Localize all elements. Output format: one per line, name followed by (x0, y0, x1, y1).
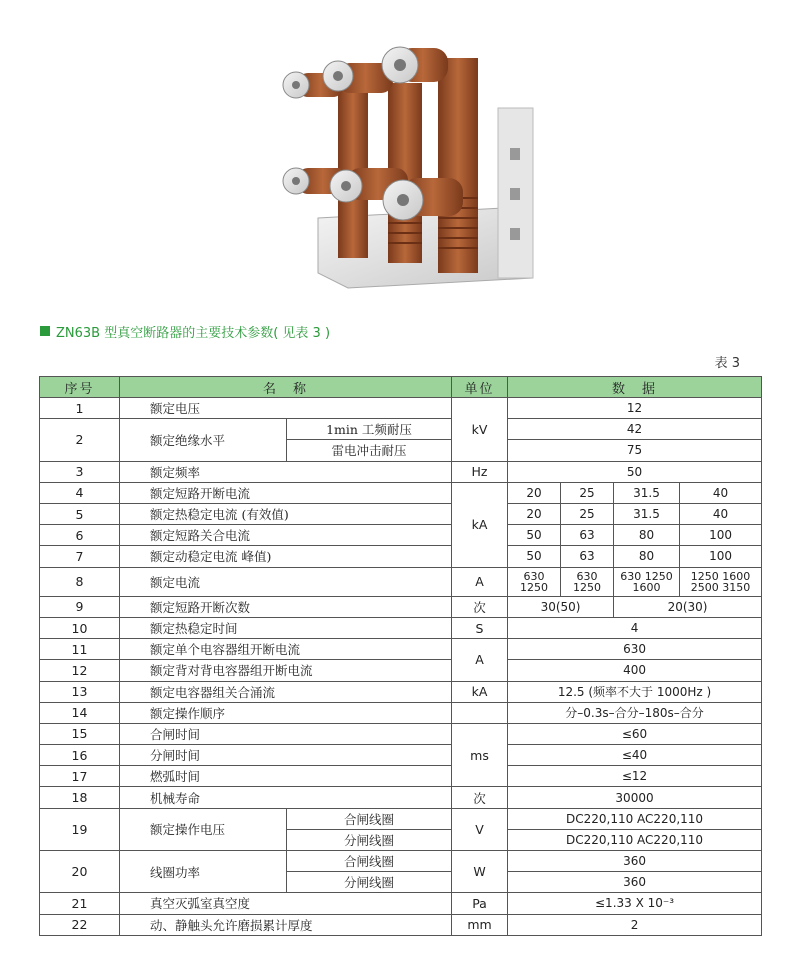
table-row (40, 567, 762, 596)
row-unit: mm (452, 914, 508, 935)
row-value: 2 (508, 914, 762, 935)
row-value: 630 1250 1600 (614, 567, 680, 596)
row-unit: W (452, 851, 508, 893)
row-name: 额定电容器组关合涌流 (120, 681, 452, 702)
table-row (40, 851, 762, 872)
row-value: 400 (508, 660, 762, 681)
row-value: 42 (508, 419, 762, 440)
row-value: 50 (508, 525, 561, 546)
section-heading (40, 321, 330, 341)
table-label: 表 3 (714, 356, 740, 371)
row-value: 360 (508, 872, 762, 893)
row-unit: kA (452, 482, 508, 567)
row-value: 40 (680, 503, 762, 524)
row-name: 额定频率 (120, 461, 452, 482)
vacuum-breaker-product-image (268, 38, 536, 308)
row-name: 真空灭弧室真空度 (120, 893, 452, 914)
row-name: 额定操作电压 (120, 808, 287, 850)
row-name: 分闸时间 (120, 745, 452, 766)
row-number: 16 (40, 745, 120, 766)
row-name: 额定短路开断次数 (120, 596, 452, 617)
row-value: 25 (561, 482, 614, 503)
row-subname: 合闸线圈 (287, 851, 452, 872)
row-value: ≤60 (508, 723, 762, 744)
row-value: ≤1.33 X 10⁻³ (508, 893, 762, 914)
row-unit: Pa (452, 893, 508, 914)
row-subname: 雷电冲击耐压 (287, 440, 452, 461)
row-value: 63 (561, 525, 614, 546)
row-unit: A (452, 639, 508, 681)
row-unit: Hz (452, 461, 508, 482)
row-unit (452, 702, 508, 723)
row-name: 额定热稳定时间 (120, 617, 452, 638)
row-value: 1250 1600 2500 3150 (680, 567, 762, 596)
row-value: 分–0.3s–合分–180s–合分 (508, 702, 762, 723)
row-unit: 次 (452, 596, 508, 617)
row-number: 11 (40, 639, 120, 660)
row-name: 机械寿命 (120, 787, 452, 808)
row-subname: 分闸线圈 (287, 829, 452, 850)
table-row (40, 617, 762, 638)
row-number: 18 (40, 787, 120, 808)
row-subname: 合闸线圈 (287, 808, 452, 829)
header-data: 数 据 (508, 377, 762, 398)
row-value: ≤12 (508, 766, 762, 787)
row-value: 100 (680, 525, 762, 546)
row-number: 3 (40, 461, 120, 482)
row-value: ≤40 (508, 745, 762, 766)
row-number: 1 (40, 398, 120, 419)
row-value: 630 (508, 639, 762, 660)
table-row (40, 914, 762, 935)
row-name: 额定背对背电容器组开断电流 (120, 660, 452, 681)
row-name: 线圈功率 (120, 851, 287, 893)
row-name: 合闸时间 (120, 723, 452, 744)
row-number: 22 (40, 914, 120, 935)
row-value: 20 (508, 482, 561, 503)
header-unit: 单位 (452, 377, 508, 398)
row-unit: 次 (452, 787, 508, 808)
header-name: 名 称 (120, 377, 452, 398)
row-value: 80 (614, 525, 680, 546)
table-row (40, 461, 762, 482)
row-number: 7 (40, 546, 120, 567)
row-value: 80 (614, 546, 680, 567)
row-value: 12.5 (频率不大于 1000Hz ) (508, 681, 762, 702)
spec-table (39, 376, 762, 936)
row-unit: ms (452, 723, 508, 787)
row-value: 30000 (508, 787, 762, 808)
row-number: 5 (40, 503, 120, 524)
row-number: 13 (40, 681, 120, 702)
table-row (40, 745, 762, 766)
section-heading-text: ZN63B 型真空断路器的主要技术参数( 见表 3 ) (56, 325, 331, 341)
row-name: 额定操作顺序 (120, 702, 452, 723)
table-row (40, 398, 762, 419)
table-row (40, 787, 762, 808)
row-name: 额定热稳定电流 (有效值) (120, 503, 452, 524)
row-name: 额定动稳定电流 峰值) (120, 546, 452, 567)
row-number: 9 (40, 596, 120, 617)
row-value: 630 1250 (508, 567, 561, 596)
row-name: 燃弧时间 (120, 766, 452, 787)
row-value: 25 (561, 503, 614, 524)
row-value: 630 1250 (561, 567, 614, 596)
row-value: 12 (508, 398, 762, 419)
row-number: 2 (40, 419, 120, 461)
row-number: 19 (40, 808, 120, 850)
table-row (40, 546, 762, 567)
row-value: 30(50) (508, 596, 614, 617)
row-value: 20(30) (614, 596, 762, 617)
row-value: 63 (561, 546, 614, 567)
row-value: 100 (680, 546, 762, 567)
table-row (40, 893, 762, 914)
row-value: 31.5 (614, 503, 680, 524)
table-row (40, 766, 762, 787)
row-unit: kV (452, 398, 508, 462)
table-row (40, 723, 762, 744)
row-number: 17 (40, 766, 120, 787)
row-name: 动、静触头允许磨损累计厚度 (120, 914, 452, 935)
table-row (40, 596, 762, 617)
row-value: 40 (680, 482, 762, 503)
row-name: 额定短路关合电流 (120, 525, 452, 546)
row-number: 14 (40, 702, 120, 723)
row-subname: 1min 工频耐压 (287, 419, 452, 440)
row-subname: 分闸线圈 (287, 872, 452, 893)
row-number: 10 (40, 617, 120, 638)
table-row (40, 482, 762, 503)
table-row (40, 525, 762, 546)
row-value: 50 (508, 546, 561, 567)
table-row (40, 681, 762, 702)
header-no: 序号 (40, 377, 120, 398)
row-number: 6 (40, 525, 120, 546)
row-value: 31.5 (614, 482, 680, 503)
row-value: DC220,110 AC220,110 (508, 829, 762, 850)
table-row (40, 419, 762, 440)
row-number: 8 (40, 567, 120, 596)
row-name: 额定电流 (120, 567, 452, 596)
row-name: 额定短路开断电流 (120, 482, 452, 503)
row-value: 50 (508, 461, 762, 482)
row-name: 额定单个电容器组开断电流 (120, 639, 452, 660)
table-row (40, 503, 762, 524)
table-row (40, 639, 762, 660)
row-unit: S (452, 617, 508, 638)
row-value: 75 (508, 440, 762, 461)
row-number: 15 (40, 723, 120, 744)
row-unit: V (452, 808, 508, 850)
row-value: 20 (508, 503, 561, 524)
row-number: 20 (40, 851, 120, 893)
row-value: DC220,110 AC220,110 (508, 808, 762, 829)
row-value: 360 (508, 851, 762, 872)
row-unit: kA (452, 681, 508, 702)
row-number: 4 (40, 482, 120, 503)
table-row (40, 808, 762, 829)
table-row (40, 660, 762, 681)
table-row (40, 702, 762, 723)
row-value: 4 (508, 617, 762, 638)
row-number: 12 (40, 660, 120, 681)
row-unit: A (452, 567, 508, 596)
row-number: 21 (40, 893, 120, 914)
square-bullet-icon (40, 326, 50, 336)
row-name: 额定电压 (120, 398, 452, 419)
row-name: 额定绝缘水平 (120, 419, 287, 461)
table-header-row (40, 377, 762, 398)
